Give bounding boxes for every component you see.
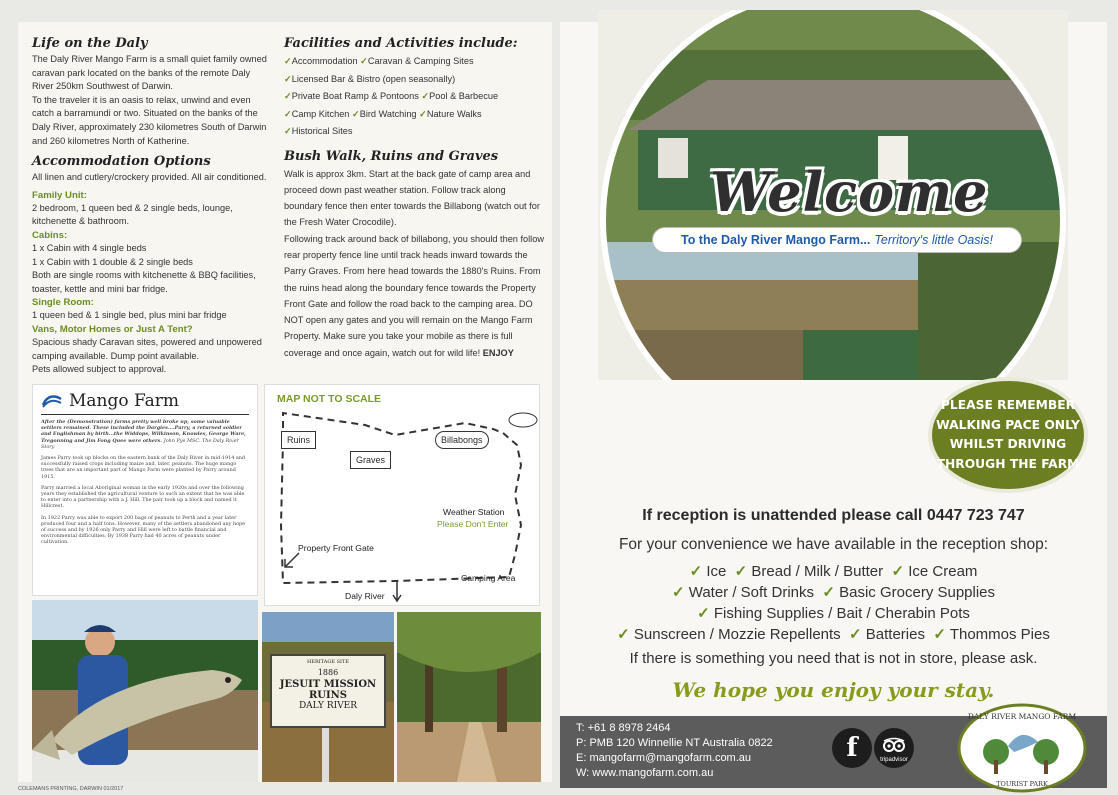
life-heading: Life on the Daly [32, 36, 148, 51]
life-paragraph-1: The Daly River Mango Farm is a small quiet family owned caravan park located on the banks of the remote Daly River 250km Southwest of Darwin. [32, 54, 267, 92]
reception-call-line: If reception is unattended please call 0447 723 747 [642, 507, 1025, 524]
check-icon: ✓ [284, 73, 292, 84]
facility-item: Camp Kitchen [291, 108, 350, 119]
cabin-line: 1 x Cabin with 4 single beds [32, 242, 147, 253]
bushwalk-text: Following track around back of billabong, you should then follow rear property fence line until track heads inward towards the Parry Graves. From here head towards the 1880's Ruins. From the ruins head along the boundary fence towards the Property Front Gate and follow the road back to the camping area. DO NOT open any gates and you will remain on the Mango Farm Property. Make sure you take your mobile as there is full coverage and once again, watch out for wild life! [284, 233, 544, 358]
shop-item: Basic Grocery Supplies [839, 584, 996, 601]
facility-item: Accommodation [291, 56, 358, 66]
check-icon: ✓ [351, 108, 360, 119]
notice-line: THROUGH THE FARM [936, 456, 1080, 471]
shop-item: Batteries [865, 626, 925, 643]
left-panel [18, 22, 552, 792]
map-camping-area: Camping Area [461, 573, 516, 583]
history-card [32, 384, 258, 596]
shop-item: Bread / Milk / Butter [751, 563, 884, 580]
shop-list-row [560, 604, 1107, 622]
history-quote: After the (Demonstration) farms pretty well broke up, some valuable settlers remained. These included the Dargies....Parry, a returned soldier and Englishman by birth...the Widdops, Wilkinson, Knowles, George Ware, Tregonning and Jim Fong Quee were others. [41, 419, 246, 444]
single-room-heading: Single Room: [32, 297, 94, 309]
history-paragraph: Parry married a local Aboriginal woman in the early 1920s and over the following years they established the agricultural venture to such an extent that he was able to enter into a partnership with a J. Hill. The pair took up a block and named it Hillcrest. [41, 484, 245, 510]
check-icon: ✓ [689, 563, 703, 580]
history-source: John Pye MSC. The Daly River Story [41, 437, 239, 450]
pets-text: Pets allowed subject to approval. [32, 364, 167, 375]
convenience-line: For your convenience we have available in the reception shop: [618, 536, 1049, 553]
shop-item: Ice [706, 563, 727, 580]
contact-phone[interactable]: T: +61 8 8978 2464 [576, 722, 671, 734]
map-billabongs: Billabongs [435, 431, 489, 449]
check-icon: ✓ [284, 126, 292, 136]
life-paragraph-2: To the traveler it is an oasis to relax, unwind and even catch a barramundi or two. Situated on the banks of the Daly River, approximately 230 kilometres South of Darwin and 260 kilometres North of Katherine. [32, 94, 267, 146]
check-icon: ✓ [421, 91, 430, 101]
check-icon: ✓ [891, 563, 905, 580]
shop-item: Fishing Supplies / Bait / Cherabin Pots [713, 605, 970, 622]
notice-line: WALKING PACE ONLY [936, 417, 1080, 432]
contact-postal: P: PMB 120 Winnellie NT Australia 0822 [576, 737, 773, 749]
enjoy-stay-line: We hope you enjoy your stay. [672, 678, 995, 702]
heritage-sign [270, 654, 386, 728]
facility-item: Caravan & Camping Sites [367, 56, 474, 66]
vans-heading: Vans, Motor Homes or Just A Tent? [32, 323, 193, 335]
facility-item: Bird Watching [359, 108, 417, 119]
sign-line-1: JESUIT MISSION [279, 679, 377, 690]
vans-text: Spacious shady Caravan sites, powered and unpowered camping available. Dump point available. [32, 336, 262, 361]
arrow-icon [279, 549, 309, 579]
history-paragraph [41, 419, 249, 450]
map-front-gate: Property Front Gate [298, 543, 374, 553]
check-icon: ✓ [284, 91, 292, 101]
history-paragraph: In 1922 Parry was able to export 200 bags of peanuts to Perth and a year later produced four and a half tons. However, many of the settlers abandoned any hope of success and by 1926 only Parry and Hill were left to battle financial and environmental difficulties. By 1938 Parry had 40 acres of peanuts under cultivation. [41, 514, 246, 546]
map-weather-note: Please Don't Enter [437, 519, 509, 529]
sign-line-3: DALY RIVER [298, 701, 358, 711]
facilities-heading: Facilities and Activities include: [284, 36, 518, 51]
contact-email[interactable]: E: mangofarm@mangofarm.com.au [576, 752, 752, 764]
family-unit-heading: Family Unit: [32, 189, 87, 201]
check-icon: ✓ [284, 56, 292, 66]
walk-map [264, 384, 540, 606]
shop-item: Thommos Pies [949, 626, 1050, 643]
shop-list-row [560, 583, 1107, 601]
history-card-header [41, 391, 249, 415]
map-ruins: Ruins [281, 431, 316, 449]
cabin-line: Both are single rooms with kitchenette & BBQ facilities, toaster, kettle and mini bar fridge. [32, 270, 256, 294]
barramundi-photo [32, 600, 258, 782]
welcome-banner [652, 227, 1022, 253]
sign-year: 1886 [317, 668, 339, 677]
column-left [32, 30, 270, 377]
ask-line: If there is something you need that is not in store, please ask. [629, 650, 1038, 667]
accommodation-heading: Accommodation Options [32, 154, 211, 170]
check-icon: ✓ [671, 584, 685, 601]
tourist-park-badge [956, 702, 1088, 794]
speed-notice-badge [928, 377, 1088, 493]
check-icon: ✓ [617, 626, 630, 643]
cabin-line: 1 x Cabin with 1 double & 2 single beds [32, 256, 193, 267]
facility-item: Pool & Barbecue [429, 91, 499, 101]
sign-line-2: RUINS [308, 690, 348, 701]
cabins-heading: Cabins: [32, 229, 68, 241]
bushwalk-paragraph-2 [284, 231, 546, 361]
badge-bottom-text: TOURIST PARK [996, 780, 1048, 788]
notice-line: WHILST DRIVING [949, 437, 1067, 451]
swirl-logo-icon [41, 393, 63, 409]
banner-tagline: Territory's little Oasis! [874, 233, 993, 247]
single-room-text: 1 queen bed & 1 single bed, plus mini bar fridge [32, 310, 227, 321]
tripadvisor-label: tripadvisor [880, 757, 908, 763]
tripadvisor-icon[interactable] [874, 728, 914, 768]
shop-list-row [560, 562, 1107, 580]
history-paragraph: James Parry took up blocks on the eastern bank of the Daly River in mid-1914 and successfully raised crops including maize and, later, peanuts. The huge mango trees that are an important part of Mango Farm were planted by Parry around 1915. [41, 455, 246, 480]
accommodation-intro: All linen and cutlery/crockery provided. All air conditioned. [32, 172, 267, 183]
facility-item: Historical Sites [291, 126, 353, 136]
facilities-row [284, 53, 546, 141]
history-card-title: Mango Farm [69, 391, 180, 411]
check-icon: ✓ [734, 563, 748, 580]
notice-line: PLEASE REMEMBER [940, 398, 1076, 412]
sign-heritage-site: HERITAGE SITE [306, 659, 350, 665]
right-panel [560, 22, 1107, 788]
check-icon: ✓ [849, 626, 862, 643]
enjoy-word: ENJOY [482, 347, 514, 358]
check-icon: ✓ [822, 584, 835, 601]
facility-item: Licensed Bar & Bistro (open seasonally) [291, 73, 456, 84]
heritage-sign-photo [262, 612, 394, 782]
facility-item: Nature Walks [426, 108, 482, 119]
contact-bar [560, 712, 1107, 788]
banner-text: To the Daly River Mango Farm... [680, 233, 871, 247]
check-icon: ✓ [360, 56, 368, 66]
badge-top-text: DALY RIVER MANGO FARM [967, 712, 1077, 721]
shop-item: Ice Cream [908, 563, 978, 580]
check-icon: ✓ [284, 108, 292, 119]
contact-website[interactable]: W: www.mangofarm.com.au [576, 767, 714, 779]
shop-list-row [560, 625, 1107, 643]
bushwalk-paragraph-1: Walk is approx 3km. Start at the back gate of camp area and proceed down past weather station. Follow track along boundary fence then enter towards the Billabong (watch out for the Fresh Water Crocodile). [284, 168, 540, 228]
column-right [284, 30, 546, 361]
welcome-title: Welcome [710, 160, 989, 224]
map-weather-station: Weather Station [443, 507, 505, 517]
family-unit-text: 2 bedroom, 1 queen bed & 2 single beds, lounge, kitchenette & bathroom. [32, 202, 233, 227]
map-title: MAP NOT TO SCALE [277, 393, 382, 405]
map-daly-river: Daly River [345, 591, 385, 601]
map-graves: Graves [350, 451, 391, 469]
check-icon: ✓ [419, 108, 427, 119]
printer-credit: COLEMANS PRINTING, DARWIN 01/2017 [18, 786, 124, 792]
shop-item: Water / Soft Drinks [688, 584, 815, 601]
facebook-icon[interactable]: f [832, 728, 872, 768]
check-icon: ✓ [933, 626, 946, 643]
facility-item: Private Boat Ramp & Pontoons [291, 91, 419, 101]
shop-item: Sunscreen / Mozzie Repellents [633, 626, 841, 643]
mango-trees-photo [397, 612, 541, 782]
bushwalk-heading: Bush Walk, Ruins and Graves [284, 148, 499, 164]
check-icon: ✓ [697, 605, 710, 622]
